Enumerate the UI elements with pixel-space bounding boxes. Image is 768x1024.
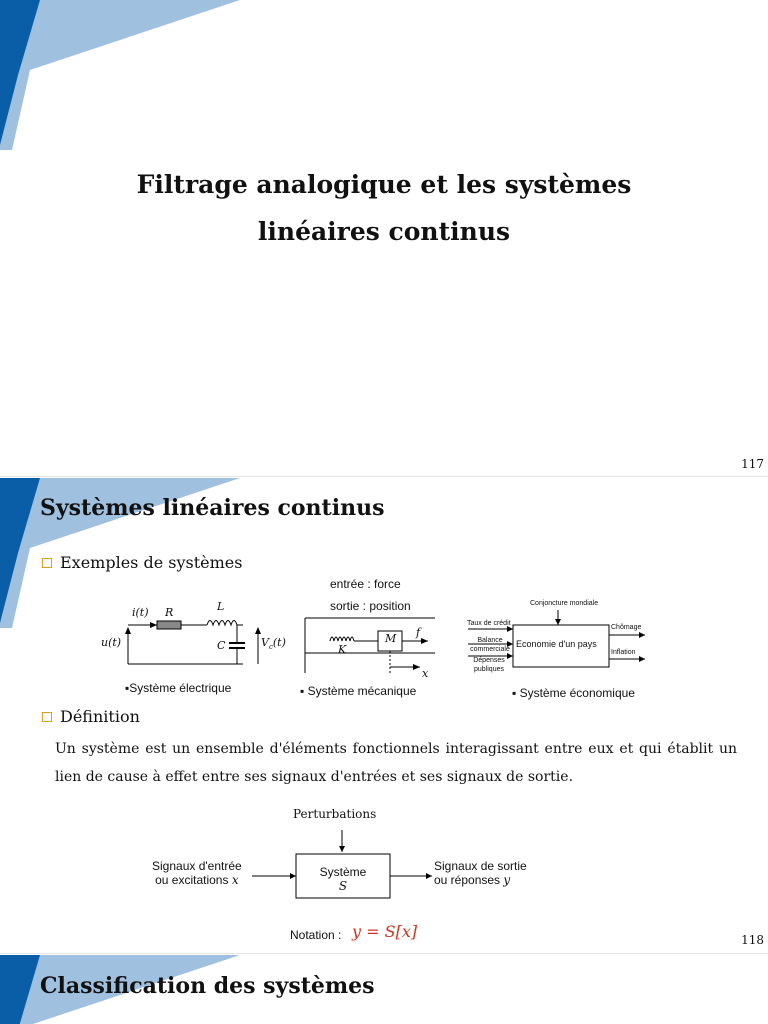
slide-1-title-line1: Filtrage analogique et les systèmes [136, 170, 632, 199]
block-system-line1: Système [319, 865, 367, 879]
block-outputs-line1: Signaux de sortie [434, 859, 527, 873]
label-m: M [385, 632, 397, 645]
label-x-mech: x [422, 667, 429, 680]
label-i: i(t) [132, 606, 149, 619]
slide-1-title-line2: linéaires continus [257, 217, 511, 246]
label-vc-sub: c [268, 643, 273, 652]
label-vc [261, 636, 286, 651]
label-l: L [217, 600, 225, 613]
label-vc-base: V [261, 636, 269, 649]
slide-2-page-number: 118 [741, 933, 764, 947]
econ-input-balance: Balance commerciale [470, 637, 510, 653]
bullet-square-icon [42, 712, 52, 722]
perturbations-label: Perturbations [293, 807, 377, 821]
block-inputs-var: x [231, 873, 239, 887]
slide-divider-2 [0, 953, 768, 954]
notation-formula: y = S[x] [352, 922, 418, 941]
block-inputs-label [152, 859, 242, 887]
slide-1 [0, 0, 768, 478]
label-u: u(t) [101, 636, 122, 649]
slide-divider-1 [0, 476, 768, 477]
notation-label: Notation : [290, 928, 342, 942]
economic-system-diagram [465, 598, 650, 683]
block-inputs-line1: Signaux d'entrée [152, 859, 242, 873]
bullet-examples: Exemples de systèmes [60, 553, 243, 572]
mech-input-label: entrée : force [330, 577, 401, 591]
mechanical-system-diagram [300, 613, 440, 683]
slide-3 [0, 955, 768, 1024]
label-f: f [416, 626, 421, 639]
mech-output-label: sortie : position [330, 599, 411, 613]
label-c: C [217, 639, 226, 652]
block-outputs-line2 [434, 873, 527, 887]
slide-2 [0, 478, 768, 953]
econ-output-inflation: Inflation [611, 649, 636, 656]
caption-economic: ▪ Système économique [512, 686, 635, 700]
slide-3-heading: Classification des systèmes [40, 973, 375, 999]
electrical-system-diagram [95, 596, 295, 676]
block-inputs-line2 [152, 873, 242, 887]
mass-spring-icon [300, 613, 440, 683]
econ-top-input: Conjoncture mondiale [530, 600, 599, 607]
slide-1-corner-decoration [0, 0, 240, 150]
block-outputs-line2-text: ou réponses [434, 873, 501, 887]
block-outputs-label [434, 859, 527, 887]
block-system-var: S [338, 879, 348, 893]
label-r: R [165, 606, 174, 619]
econ-input-spending: Dépenses publiques [473, 657, 505, 673]
bullet-definition: Définition [60, 707, 140, 726]
label-k: K [338, 643, 347, 656]
block-inputs-line2-text: ou excitations [155, 873, 229, 887]
definition-paragraph: Un système est un ensemble d'éléments fonctionnels interagissant entre eux et qui établit un lien de cause à effet entre ses signaux d'entrées et ses signaux de sortie. [55, 741, 737, 785]
bullet-square-icon [42, 558, 52, 568]
caption-electrical: ▪Système électrique [125, 681, 232, 695]
caption-mechanical: ▪ Système mécanique [300, 684, 417, 698]
block-system-label [296, 865, 390, 893]
econ-input-credit: Taux de crédit [467, 620, 511, 627]
econ-box-label: Economie d'un pays [516, 639, 597, 649]
block-outputs-var: y [503, 873, 511, 887]
label-vc-arg: (t) [272, 636, 286, 649]
slide-2-heading: Systèmes linéaires continus [40, 495, 385, 521]
slide-1-page-number: 117 [741, 457, 764, 471]
econ-output-unemployment: Chômage [611, 624, 642, 631]
